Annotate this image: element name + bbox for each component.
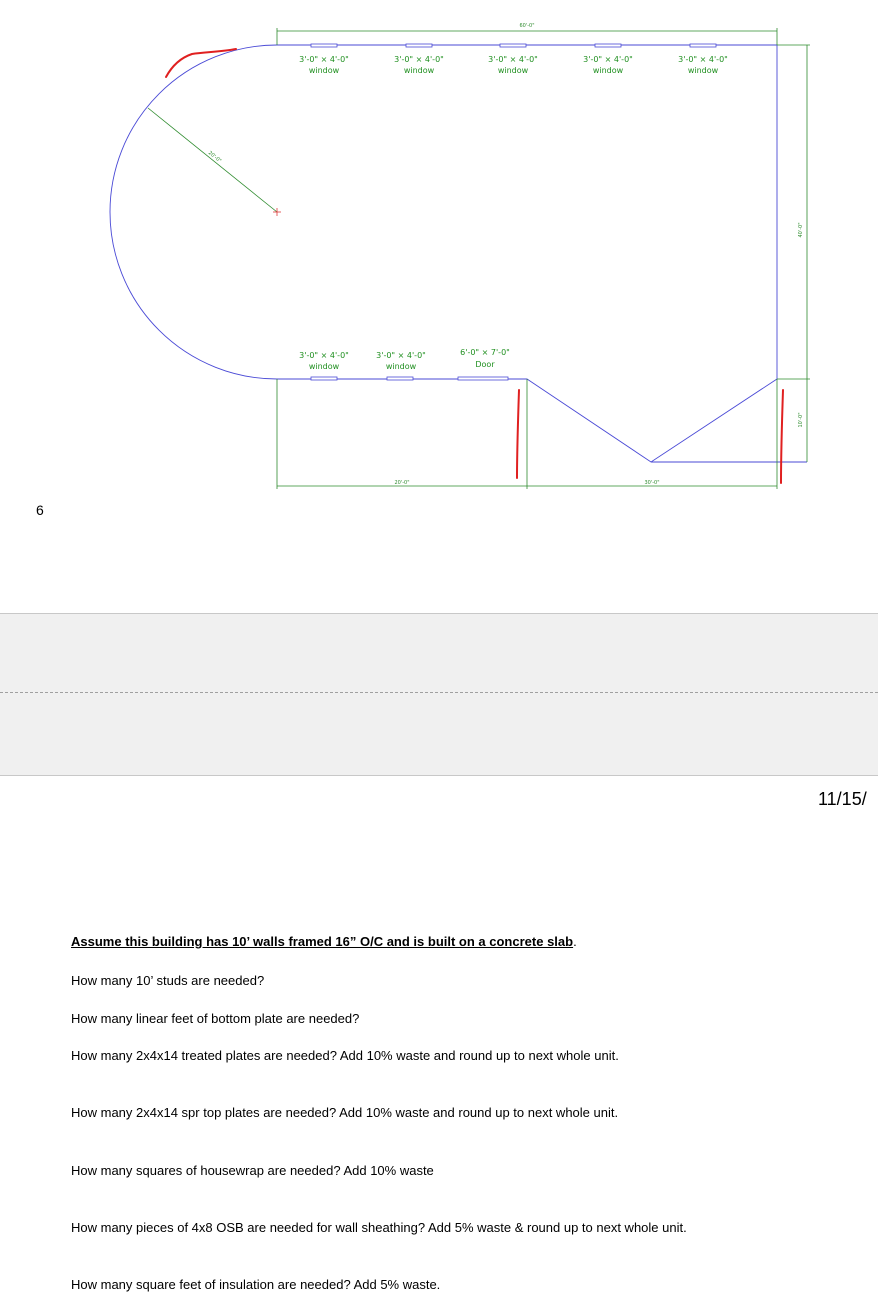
window-symbol <box>387 377 413 380</box>
dim-right-main-label: 40'-0" <box>798 222 804 238</box>
opening-size-label: 3'-0" × 4'-0" <box>678 55 728 64</box>
opening-size-label: 3'-0" × 4'-0" <box>394 55 444 64</box>
question-item: How many linear feet of bottom plate are needed? <box>71 1011 360 1026</box>
question-item: How many 2x4x14 treated plates are needed? Add 10% waste and round up to next whole unit. <box>71 1048 619 1063</box>
dim-right-lower-label: 10'-0" <box>798 412 804 428</box>
assumption-period: . <box>573 934 577 949</box>
opening-type-label: window <box>308 362 340 371</box>
window-symbol <box>690 44 716 47</box>
page-number: 6 <box>36 502 44 518</box>
dim-radius-label: 20'-0" <box>206 150 223 165</box>
dim-bottom-left-label: 20'-0" <box>394 480 410 486</box>
assumption-text: Assume this building has 10’ walls framed 16” O/C and is built on a concrete slab <box>71 934 574 949</box>
dim-line-radius <box>148 108 277 212</box>
opening-size-label: 3'-0" × 4'-0" <box>299 351 349 360</box>
assumption-line <box>71 934 577 949</box>
opening-type-label: window <box>687 66 719 75</box>
red-markup-line <box>517 390 519 478</box>
door-symbol <box>458 377 508 380</box>
opening-size-label: 3'-0" × 4'-0" <box>583 55 633 64</box>
opening-size-label: 3'-0" × 4'-0" <box>376 351 426 360</box>
question-item: How many 10’ studs are needed? <box>71 973 265 988</box>
window-symbol <box>406 44 432 47</box>
window-symbol <box>500 44 526 47</box>
opening-type-label: window <box>385 362 417 371</box>
opening-type-label: window <box>497 66 529 75</box>
opening-type-label: window <box>592 66 624 75</box>
question-item: How many squares of housewrap are needed? Add 10% waste <box>71 1163 434 1178</box>
red-markup-line <box>781 390 783 483</box>
date-stamp: 11/15/ <box>818 789 867 809</box>
dim-bottom-right-label: 30'-0" <box>644 480 660 486</box>
window-symbol <box>595 44 621 47</box>
opening-type-label: Door <box>475 360 495 369</box>
opening-size-label: 6'-0" × 7'-0" <box>460 348 510 357</box>
question-item: How many square feet of insulation are needed? Add 5% waste. <box>71 1277 441 1292</box>
page-break-line <box>0 692 878 693</box>
question-item: How many 2x4x14 spr top plates are needed? Add 10% waste and round up to next whole unit. <box>71 1105 619 1120</box>
floor-plan-drawing <box>0 0 878 600</box>
opening-type-label: window <box>308 66 340 75</box>
wall-outline <box>110 45 777 462</box>
opening-size-label: 3'-0" × 4'-0" <box>299 55 349 64</box>
opening-size-label: 3'-0" × 4'-0" <box>488 55 538 64</box>
window-symbol <box>311 44 337 47</box>
dim-top-label: 60'-0" <box>519 23 535 29</box>
page-break-band <box>0 613 878 776</box>
window-symbol <box>311 377 337 380</box>
opening-type-label: window <box>403 66 435 75</box>
question-item: How many pieces of 4x8 OSB are needed for wall sheathing? Add 5% waste & round up to next whole unit. <box>71 1220 687 1235</box>
